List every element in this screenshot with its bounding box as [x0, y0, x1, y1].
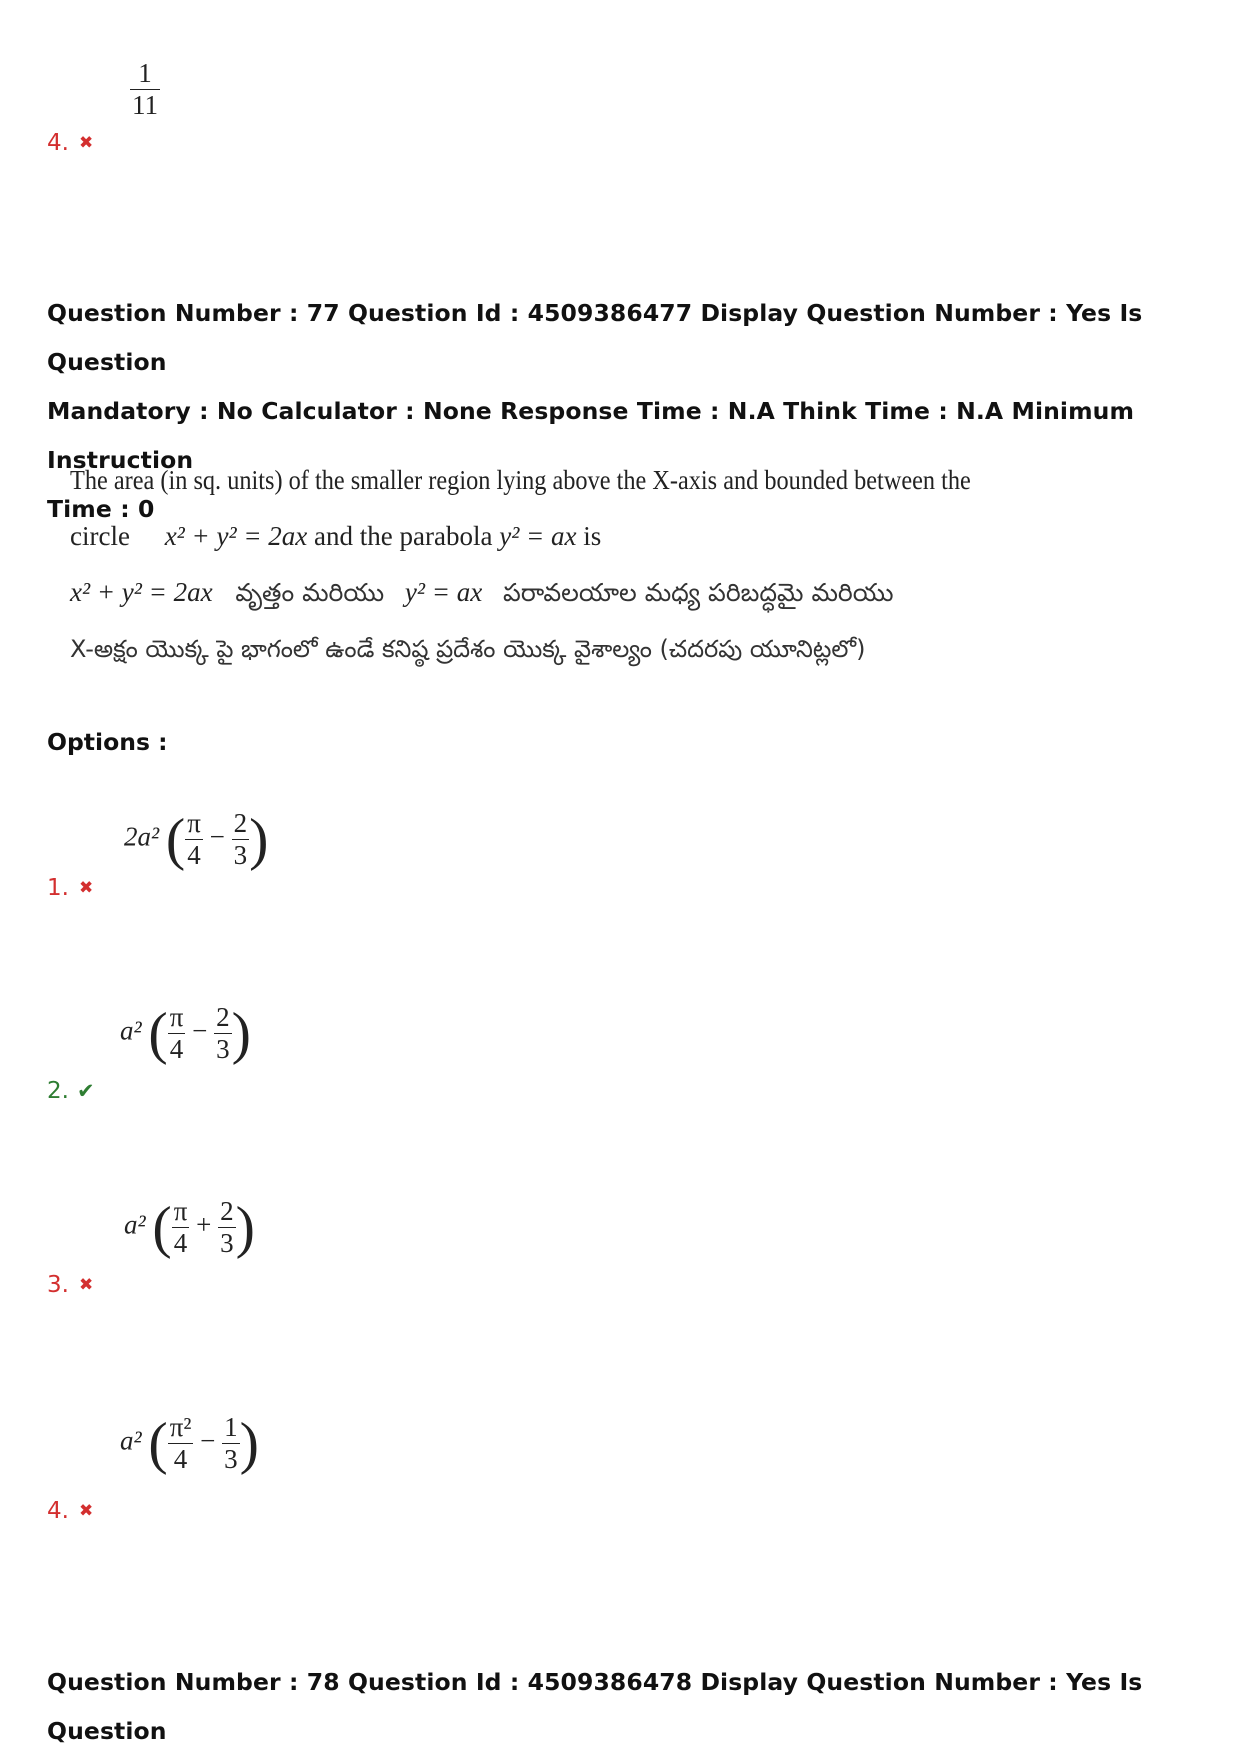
fraction-denominator: 11 [132, 90, 158, 120]
question-telugu-line-2: X-అక్షం యొక్క పై భాగంలో ఉండే కనిష్ఠ ప్రదేశం యొక్క వైశాల్యం (చదరపు యూనిట్లలో) [70, 635, 866, 663]
meta-line-3: Time : 0 [47, 495, 155, 523]
option-4-label: 4. ✖ [47, 1498, 94, 1524]
option-2-formula: a² ( $\frac{\pi}{4}$ − $\frac{2}{3}$ ) [120, 1000, 251, 1066]
option-3-label: 3. ✖ [47, 1272, 94, 1298]
options-label: Options : [47, 728, 168, 756]
circle-equation: x² + y² = 2ax [164, 521, 308, 551]
parabola-equation: y² = ax [499, 521, 577, 551]
option-4-formula: a² ( $\frac{\text{π²}}{4}$ − $\frac{1}{3}$ ) [120, 1410, 259, 1476]
coefficient: 2a² [124, 821, 160, 852]
meta-line-1: Question Number : 78 Question Id : 4509386478 Display Question Number : Yes Is Question [47, 1668, 1143, 1745]
option-2-label: 2. ✔ [47, 1078, 95, 1104]
prev-option-4-formula [130, 58, 160, 121]
cross-icon: ✖ [78, 133, 94, 153]
option-1-formula: 2a² ( $\frac{\pi}{4}$ − $\frac{2}{3}$ ) [124, 806, 269, 872]
option-3-formula: a² ( $\frac{\pi}{4}$ + $\frac{2}{3}$ ) [124, 1194, 255, 1260]
meta-line-1: Question Number : 77 Question Id : 4509386477 Display Question Number : Yes Is Question [47, 299, 1143, 376]
cross-icon: ✖ [78, 1275, 94, 1295]
question-text [70, 452, 970, 677]
option-1-label: 1. ✖ [47, 875, 94, 901]
question-english-line-2: circle x² + y² = 2ax and the parabola y² = ax is [70, 521, 602, 551]
option-number: 4. [47, 130, 69, 156]
question-english-line-1: The area (in sq. units) of the smaller region lying above the X-axis and bounded between the [70, 465, 971, 495]
cross-icon: ✖ [78, 878, 94, 898]
question-78-meta [47, 1658, 1207, 1756]
coefficient: a² [120, 1015, 142, 1046]
fraction-numerator: 1 [138, 58, 152, 88]
meta-line-2: Mandatory : No Calculator : None Response Time : N.A Think Time : N.A Minimum Instruction [47, 397, 1135, 474]
check-icon: ✔ [76, 1079, 95, 1103]
circle-equation: x² + y² = 2ax [70, 577, 213, 607]
cross-icon: ✖ [78, 1501, 94, 1521]
coefficient: a² [124, 1209, 146, 1240]
parabola-equation: y² = ax [404, 577, 483, 607]
coefficient: a² [120, 1425, 142, 1456]
question-telugu-line-1: x² + y² = 2ax వృత్తం మరియు y² = ax పరావలయాల మధ్య పరిబద్ధమై మరియు [70, 577, 894, 607]
prev-option-4-label [47, 130, 93, 156]
